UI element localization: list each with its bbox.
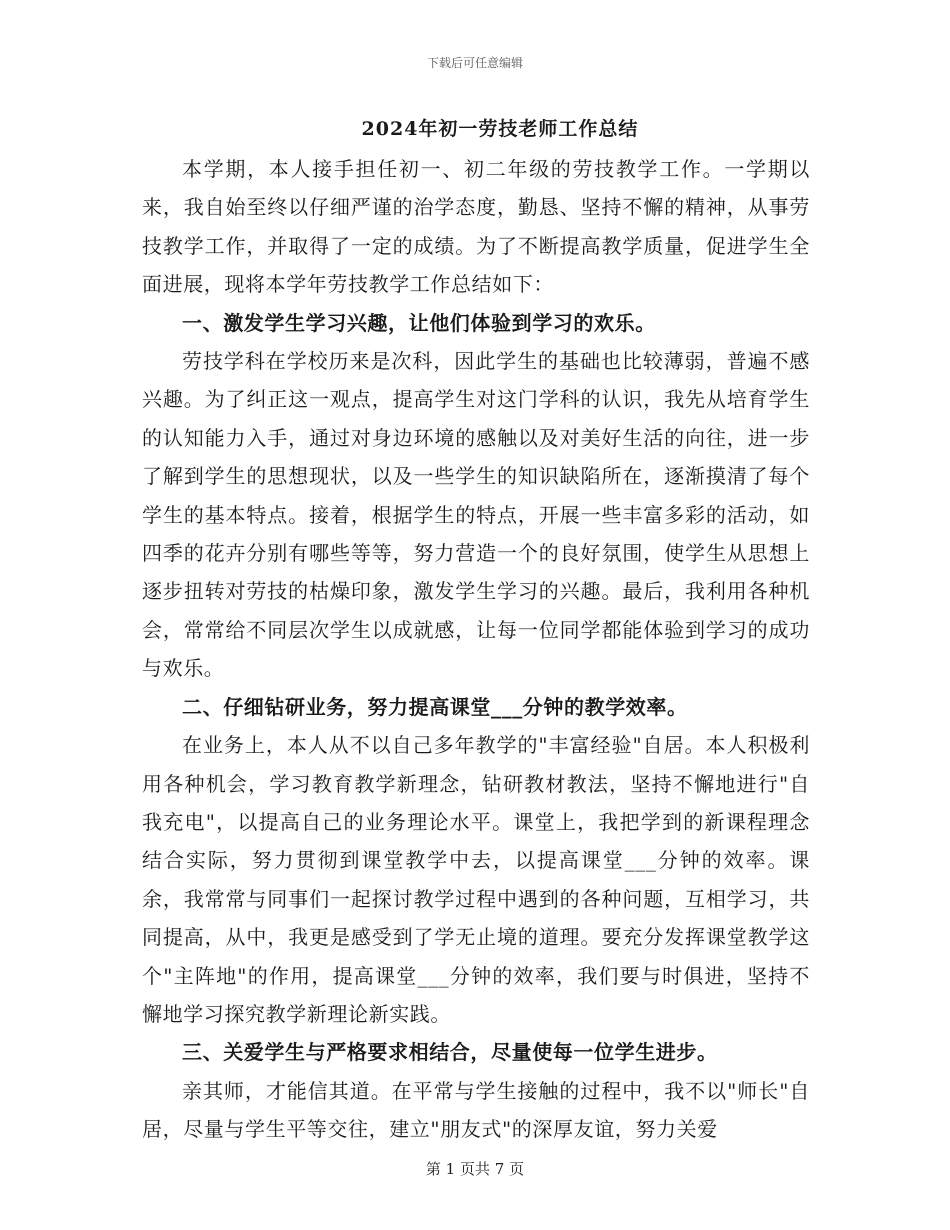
section-heading-3: 三、关爱学生与严格要求相结合，尽量使每一位学生进步。 — [182, 1040, 718, 1065]
paragraph-intro: 本学期，本人接手担任初一、初二年级的劳技教学工作。一学期以来，我自始至终以仔细严谨的治学态度，勤恳、坚持不懈的精神，从事劳技教学工作，并取得了一定的成绩。为了不断提高教学质量，促进学生全面进展，现将本学年劳技教学工作总结如下： — [142, 157, 810, 297]
page-footer: 第 1 页共 7 页 — [425, 1160, 525, 1178]
section-heading-1: 一、激发学生学习兴趣，让他们体验到学习的欢乐。 — [182, 310, 656, 335]
page-title: 2024年初一劳技老师工作总结 — [361, 118, 639, 140]
paragraph-section-1: 劳技学科在学校历来是次科，因此学生的基础也比较薄弱，普遍不感兴趣。为了纠正这一观点，提高学生对这门学科的认识，我先从培育学生的认知能力入手，通过对身边环境的感触以及对美好生活的向往，进一步了解到学生的思想现状，以及一些学生的知识缺陷所在，逐渐摸清了每个学生的基本特点。接着，根据学生的特点，开展一些丰富多彩的活动，如四季的花卉分别有哪些等等，努力营造一个的良好氛围，使学生从思想上逐步扭转对劳技的枯燥印象，激发学生学习的兴趣。最后，我利用各种机会，常常给不同层次学生以成就感，让每一位同学都能体验到学习的成功与欢乐。 — [142, 349, 810, 681]
document-body — [142, 150, 810, 1149]
paragraph-section-3: 亲其师，才能信其道。在平常与学生接触的过程中，我不以"师长"自居，尽量与学生平等交往，建立"朋友式"的深厚友谊，努力关爱 — [142, 1078, 810, 1142]
section-heading-2: 二、仔细钻研业务，努力提高课堂___分钟的教学效率。 — [182, 694, 688, 719]
header-note: 下载后可任意编辑 — [426, 56, 523, 70]
paragraph-section-2: 在业务上，本人从不以自己多年教学的"丰富经验"自居。本人积极利用各种机会，学习教育教学新理念，钻研教材教法，坚持不懈地进行"自我充电"，以提高自己的业务理论水平。课堂上，我把学到的新课程理念结合实际，努力贯彻到课堂教学中去，以提高课堂___分钟的效率。课余，我常常与同事们一起探讨教学过程中遇到的各种问题，互相学习，共同提高，从中，我更是感受到了学无止境的道理。要充分发挥课堂教学这个"主阵地"的作用，提高课堂___分钟的效率，我们要与时俱进，坚持不懈地学习探究教学新理论新实践。 — [142, 733, 810, 1026]
